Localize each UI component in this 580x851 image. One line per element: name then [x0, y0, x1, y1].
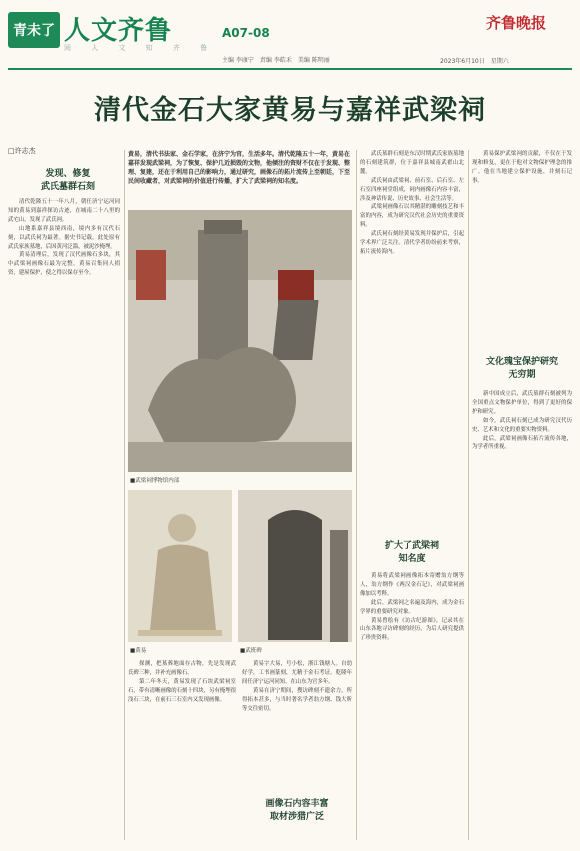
paragraph: 第二年冬天，黄易发现了石块武梁祠室石，带有清晰画像的石刻十四块，另有掩埋很浅石三块，在前石三石室内又发现画像。: [128, 678, 236, 703]
paragraph: 探测，把墓葬地面存古物，先是发现武氏碑三种，并补充画像石。: [128, 661, 236, 676]
column-bottom-1: [128, 660, 236, 840]
column-5b: [472, 390, 572, 840]
photo-caption-3: ■武班碑: [240, 648, 262, 654]
column-divider: [356, 150, 357, 840]
sub-heading-3: 文化瑰宝保护研究 无穷期: [485, 357, 558, 380]
column-divider: [468, 150, 469, 840]
column-3: [360, 150, 464, 535]
paragraph: 此后，武梁祠画像石拓片流传各地，为学者所重视。: [472, 435, 572, 451]
section-subtitle: 阅 人 文 知 齐 鲁: [64, 44, 217, 52]
column-divider: [124, 150, 125, 840]
column-1: [8, 198, 120, 838]
paragraph: 武梁祠画像石以其精湛的雕刻技艺和丰富的内容，成为研究汉代社会历史的重要资料。: [360, 204, 464, 229]
huang-yi-portrait-image: [128, 490, 232, 642]
museum-interior-image: [128, 210, 352, 472]
paragraph: 黄易曾绘有《访古纪游图》，记录其在山东各地寻访碑刻的经历，为后人研究提供了珍贵资料。: [360, 617, 464, 642]
page-code: A07-08: [222, 26, 270, 40]
stele-photo: [238, 490, 352, 642]
photo-caption-2: ■黄易: [130, 648, 147, 654]
paragraph: 黄易字大易，号小松，浙江钱塘人。自幼好学，工书画篆刻，尤精于金石考证。乾隆年间任济宁运河同知，在山东为官多年。: [242, 661, 352, 685]
paragraph: 山地系嘉祥县境西南，境内多有汉代石刻，以武氏祠为最著。据史书记载，此处原有武氏家族墓地，后因黄河泛滥，被泥沙掩埋。: [8, 225, 120, 250]
column-bottom-2: [242, 660, 352, 790]
article-headline: 清代金石大家黄易与嘉祥武梁祠: [94, 95, 486, 126]
paragraph: 此后，武梁祠之名遍及海内，成为金石学界的重要研究对象。: [360, 599, 464, 615]
paragraph: 武氏祠石刻经黄易发现并保护后，引起学术界广泛关注。清代学者纷纷前来考察，拓片流传海内。: [360, 231, 464, 255]
paragraph: 黄易在济宁期间，搜访碑刻不遗余力，所得拓本甚多，与当时著名学者翁方纲、钱大昕等交往密切。: [242, 687, 352, 712]
newspaper-logo: 齐鲁晚报: [486, 14, 547, 32]
paragraph: 黄易将武梁祠画像拓本寄赠翁方纲等人，翁方纲作《两汉金石记》，对武梁祠画像加以考释。: [360, 573, 464, 597]
sub-heading-4: 画像石内容丰富 取材涉猎广泛: [265, 799, 329, 822]
paragraph: 如今，武氏祠石刻已成为研究汉代历史、艺术和文化的重要实物资料。: [472, 417, 572, 433]
sub-heading-1: 发现、修复 武氏墓群石刻: [40, 169, 95, 192]
sub-heading-2: 扩大了武梁祠 知名度: [384, 541, 439, 564]
paragraph: 黄易清理后，发现了汉代画像石多块，其中武梁祠画像石最为完整。黄易召集同人捐资，建屋保护，使之得以保存至今。: [8, 252, 120, 277]
masthead: [0, 0, 580, 72]
photo-caption-1: ■武梁祠博物馆内部: [130, 478, 180, 484]
paragraph: 黄易保护武梁祠的贡献，不仅在于发现和修复，更在于他对文物保护理念的推广。他在当地建立保护设施，并刻石记事。: [472, 151, 572, 184]
byline: □许志杰: [8, 147, 36, 155]
staff-line: 主编 李康宁 责编 李皓禾 美编 陈明丽: [222, 57, 330, 64]
paragraph: 武氏祠由武梁祠、前石室、后石室、左石室四座祠堂组成，祠内画像石内容丰富，涉及神话传说、历史故事、社会生活等。: [360, 177, 464, 202]
article-lead: 黄易，清代书法家、金石学家，在济宁为官，生活多年。清代乾隆五十一年，黄易在嘉祥发现武梁祠，为了恢复、保护几近损毁的文物，他倾注的资财不仅在于发现、整理、复建，还在于利用自己的影响力，通过研究，画像石的拓片流传上至朝廷，下至民间收藏者，对武梁祠的价值进行传播，扩大了武梁祠的知名度。: [128, 151, 351, 185]
portrait-photo: [128, 490, 232, 642]
column-5: [472, 150, 572, 350]
wuban-stele-image: [238, 490, 352, 642]
date-line: 2023年6月10日 星期六: [440, 58, 509, 65]
paragraph: 清代乾隆五十一年八月，朝任济宁运河同知的黄易到嘉祥探访古迹，在城南二十八里的武宅山，发现了武氏祠。: [8, 199, 120, 223]
paragraph: 新中国成立后，武氏墓群石刻被列为全国重点文物保护单位，得到了更好的保护和研究。: [472, 391, 572, 415]
section-logo: 青未了: [8, 12, 60, 48]
section-title: 人文齐鲁: [64, 16, 173, 46]
column-3b: [360, 572, 464, 840]
paragraph: 武氏墓群石刻是东汉时期武氏家族墓地的石刻建筑群，位于嘉祥县城南武翟山北麓。: [360, 151, 464, 175]
museum-interior-photo: [128, 210, 352, 472]
header-rule: [8, 68, 572, 70]
